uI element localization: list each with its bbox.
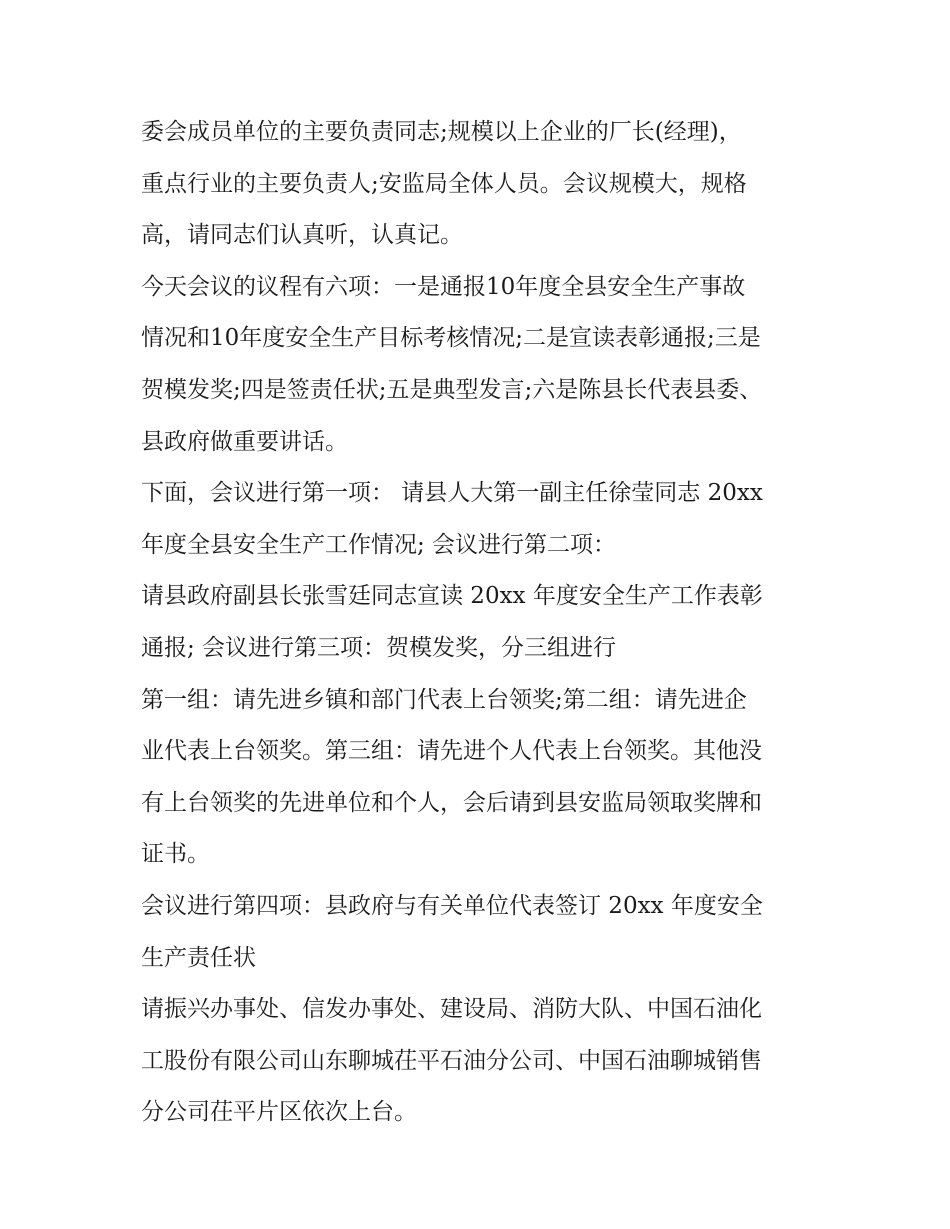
text-line: 重点行业的主要负责人;安监局全体人员。会议规模大，规格 xyxy=(141,170,747,197)
text-line: 业代表上台领奖。第三组：请先进个人代表上台领奖。其他没 xyxy=(141,738,762,765)
text-line: 证书。 xyxy=(141,841,210,868)
text-line: 贺模发奖;四是签责任状;五是典型发言;六是陈县长代表县委、 xyxy=(141,376,763,403)
text-line: 县政府做重要讲话。 xyxy=(141,428,348,455)
text-line: 高，请同志们认真听，认真记。 xyxy=(141,222,463,249)
text-line: 分公司茌平片区依次上台。 xyxy=(141,1099,417,1126)
text-line: 今天会议的议程有六项：一是通报10年度全县安全生产事故 xyxy=(141,273,746,300)
text-line: 请县政府副县长张雪廷同志宣读 20xx 年度安全生产工作表彰 xyxy=(141,583,763,610)
text-line: 生产责任状 xyxy=(141,944,256,971)
text-line: 委会成员单位的主要负责同志;规模以上企业的厂长(经理)， xyxy=(141,119,742,145)
text-line: 年度全县安全生产工作情况; 会议进行第二项： xyxy=(141,531,617,558)
text-line: 会议进行第四项：县政府与有关单位代表签订 20xx 年度安全 xyxy=(141,892,763,919)
text-line: 第一组：请先进乡镇和部门代表上台领奖;第二组：请先进企 xyxy=(141,686,747,713)
text-line: 情况和10年度安全生产目标考核情况;二是宣读表彰通报;三是 xyxy=(141,325,761,352)
text-line: 下面，会议进行第一项： 请县人大第一副主任徐莹同志 20xx xyxy=(141,480,763,507)
text-line: 有上台领奖的先进单位和个人，会后请到县安监局领取奖牌和 xyxy=(141,789,762,816)
text-line: 通报; 会议进行第三项：贺模发奖，分三组进行 xyxy=(141,634,617,661)
text-line: 请振兴办事处、信发办事处、建设局、消防大队、中国石油化 xyxy=(141,996,762,1023)
document-body xyxy=(141,107,821,1139)
text-line: 工股份有限公司山东聊城茌平石油分公司、中国石油聊城销售 xyxy=(141,1047,762,1074)
